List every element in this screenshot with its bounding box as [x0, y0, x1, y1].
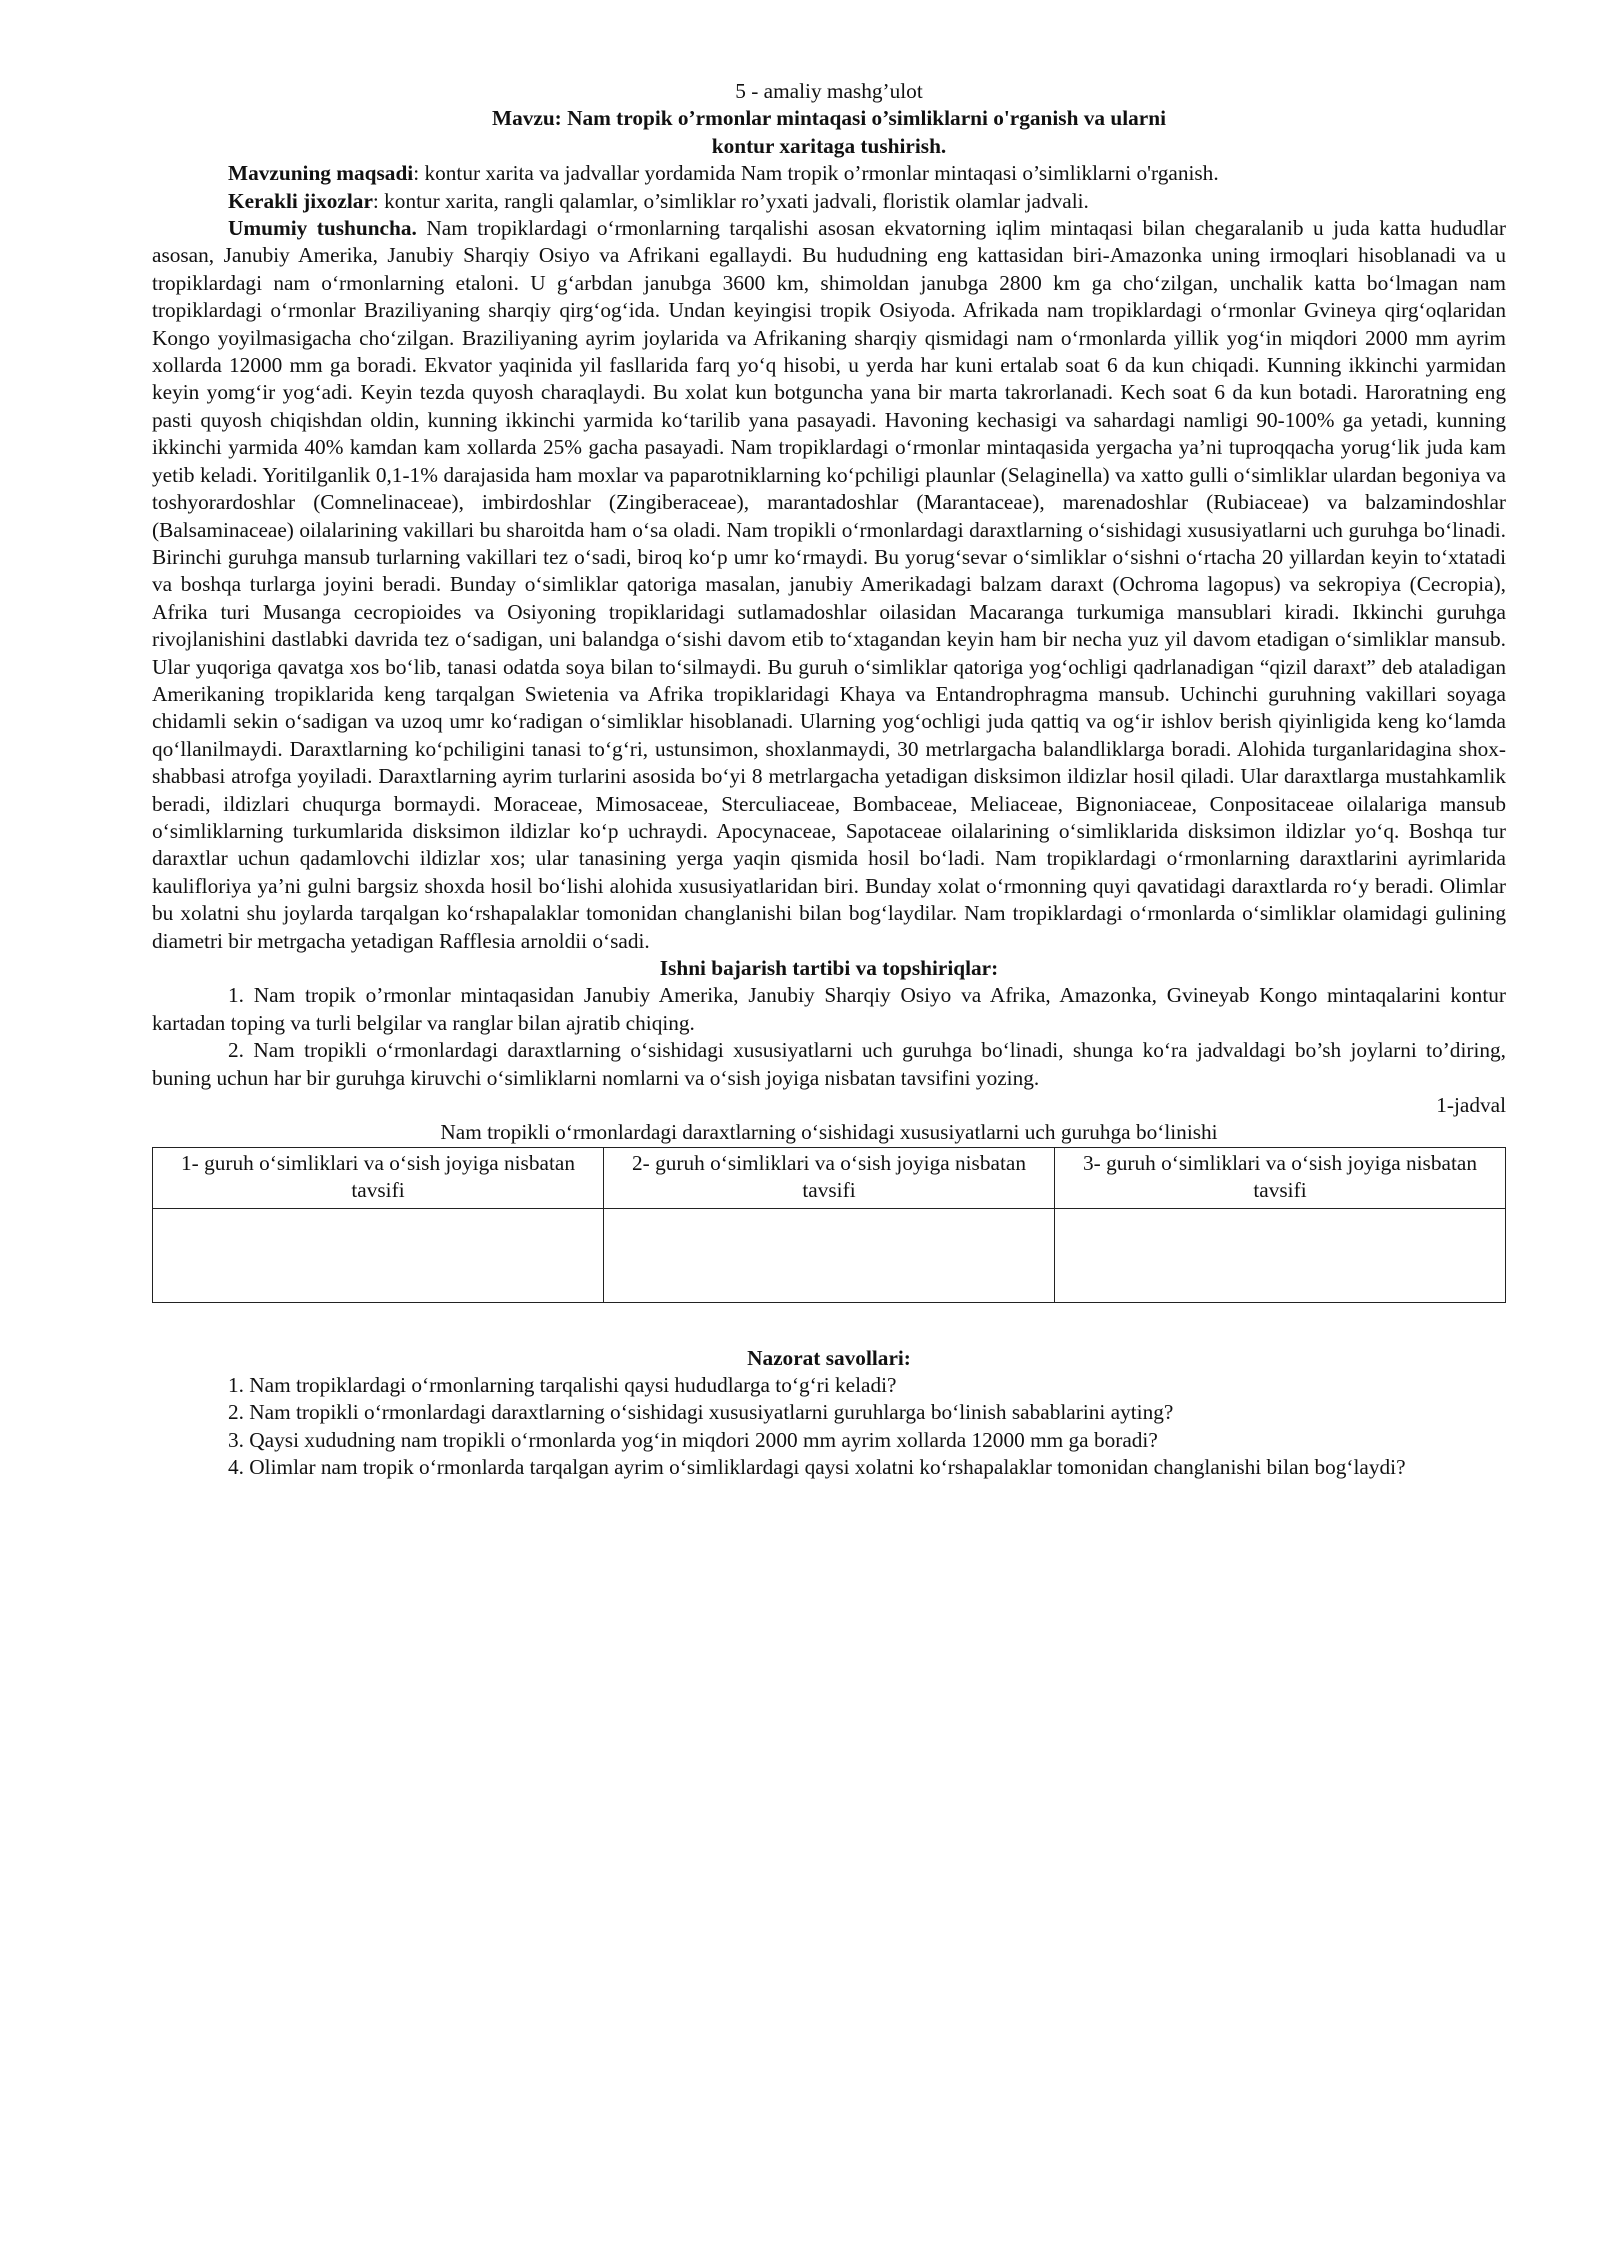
tools-label: Kerakli jixozlar	[228, 188, 373, 213]
table-header-cell: 3- guruh o‘simliklari va o‘sish joyiga nisbatan tavsifi	[1055, 1147, 1506, 1208]
table-number: 1-jadval	[1436, 1093, 1506, 1118]
concept-text: Nam tropiklardagi o‘rmonlarning tarqalishi asosan ekvatorning iqlim mintaqasi bilan chegaralanib u juda katta hududlar asosan, Janubiy Amerika, Janubiy Sharqiy Osiyo va Afrikani egallaydi. Bu hududning eng kattasidan biri-Amazonka uning irmoqlari hisoblanadi va u tropiklardagi nam o‘rmonlarning etaloni. U g‘arbdan janubga 3600 km, shimoldan janubga 2800 km ga cho‘zilgan, unchalik katta bo‘lmagan nam tropiklardagi o‘rmonlar Braziliyaning sharqiy qirg‘og‘ida. Undan keyingisi tropik Osiyoda. Afrikada nam tropiklardagi o‘rmonlar Gvineya qirg‘oqlaridan Kongo yoyilmasigacha cho‘zilgan. Braziliyaning ayrim joylarida va Afrikaning sharqiy qismidagi nam o‘rmonlarda yillik yog‘in miqdori 2000 mm ayrim xollarda 12000 mm ga boradi. Ekvator yaqinida yil fasllarida farq yo‘q hisobi, u yerda har kuni ertalab soat 6 da kun chiqadi. Kunning ikkinchi yarmidan keyin yomg‘ir yog‘adi. Keyin tezda quyosh charaqlaydi. Bu xolat kun botguncha yana bir marta takrorlanadi. Kech soat 6 da kun botadi. Haroratning eng pasti quyosh chiqishdan oldin, kunning ikkinchi yarmida ko‘tarilib yana pasayadi. Havoning kechasigi va sahardagi namligi 90-100% ga yetadi, kunning ikkinchi yarmida 40% kamdan kam xollarda 25% gacha pasayadi. Nam tropiklardagi o‘rmonlar mintaqasida yergacha ya’ni tuproqqacha yorug‘lik juda kam yetib keladi. Yoritilganlik 0,1-1% darajasida ham moxlar va paparotniklarning ko‘pchiligi plaunlar (Selaginella) va xatto gulli o‘simliklar ulardan begoniya va toshyorardoshlar (Comnelinaceae), imbirdoshlar (Zingiberaceae), marantadoshlar (Marantaceae), marenadoshlar (Rubiaceae) va balzamindoshlar (Balsaminaceae) oilalarining vakillari bu sharoitda ham o‘sa oladi. Nam tropikli o‘rmonlardagi daraxtlarning o‘sishidagi xususiyatlarni uch guruhga bo‘linadi. Birinchi guruhga mansub turlarning vakillari tez o‘sadi, biroq ko‘p umr ko‘rmaydi. Bu yorug‘sevar o‘simliklar o‘sishni o‘rtacha 20 yillardan keyin to‘xtatadi va boshqa turlarga joyini beradi. Bunday o‘simliklar qatoriga masalan, janubiy Amerikadagi balzam daraxt (Ochroma lagopus) va sekropiya (Cecropia), Afrika turi Musanga cecropioides va Osiyoning tropiklaridagi sutlamadoshlar oilasidan Macaranga turkumiga mansublari kiradi. Ikkinchi guruhga rivojlanishini dastlabki davrida tez o‘sadigan, uni balandga o‘sishi davom etib to‘xtagandan keyin ham bir necha yuz yil davom etadigan o‘simliklar mansub. Ular yuqoriga qavatga xos bo‘lib, tanasi odatda soya bilan to‘silmaydi. Bu guruh o‘simliklar qatoriga yog‘ochligi qadrlanadigan “qizil daraxt” deb ataladigan Amerikaning tropiklarida keng tarqalgan Swietenia va Afrika tropiklaridagi Khaya va Entandrophragma mansub. Uchinchi guruhning vakillari soyaga chidamli sekin o‘sadigan va uzoq umr ko‘radigan o‘simliklar hisoblanadi. Ularning yog‘ochligi juda qattiq va og‘ir ishlov berish qiyinligida keng ko‘lamda qo‘llanilmaydi. Daraxtlarning ko‘pchiligini tanasi to‘g‘ri, ustunsimon, shoxlanmaydi, 30 metrlargacha balandliklarga boradi. Alohida turganlaridagina shox-shabbasi atrofga yoyiladi. Daraxtlarning ayrim turlarini asosida bo‘yi 8 metrlargacha yetadigan disksimon ildizlar hosil qiladi. Ular daraxtlarga mustahkamlik beradi, ildizlari chuqurga bormaydi. Moraceae, Mimosaceae, Sterculiaceae, Bombaceae, Meliaceae, Bignoniaceae, Conpositaceae oilalariga mansub o‘simliklarning turkumlarida disksimon ildizlar ko‘p uchraydi. Apocynaceae, Sapotaceae oilalarining o‘simliklarida disksimon ildizlar yo‘q. Boshqa tur daraxtlar uchun qadamlovchi ildizlar xos; ular tanasining yerga yaqin qismida hosil bo‘ladi. Nam tropiklardagi o‘rmonlarning daraxtlarini ayrimlarida kaulifloriya ya’ni gulni bargsiz shoxda hosil bo‘lishi alohida xususiyatlaridan biri. Bunday xolat o‘rmonning quyi qavatidagi daraxtlarda ro‘y beradi. Olimlar bu xolatni shu joylarda tarqalgan ko‘rshapalaklar tomonidan changlanishi bilan bog‘laydilar. Nam tropiklardagi o‘rmonlarda o‘simliklar olamidagi gulining diametri bir metrgacha yetadigan Rafflesia arnoldii o‘sadi.	[152, 216, 1507, 953]
goal-label: Mavzuning maqsadi	[228, 161, 414, 186]
goal-text: : kontur xarita va jadvallar yordamida Nam tropik o’rmonlar mintaqasi o’simliklarni o'rganish.	[413, 161, 1219, 186]
tools-text: : kontur xarita, rangli qalamlar, o’simliklar ro’yxati jadvali, floristik olamlar jadvali.	[372, 188, 1089, 213]
empty-answer-cell[interactable]	[153, 1208, 604, 1302]
spacer	[152, 1303, 1506, 1345]
tools-paragraph	[152, 188, 1506, 215]
task-item: 1. Nam tropik o’rmonlar mintaqasidan Janubiy Amerika, Janubiy Sharqiy Osiyo va Afrika, Amazonka, Gvineyab Kongo mintaqalarini kontur kartadan toping va turli belgilar va ranglar bilan ajratib chiqing.	[152, 983, 1506, 1035]
table-header-cell: 2- guruh o‘simliklari va o‘sish joyiga nisbatan tavsifi	[604, 1147, 1055, 1208]
practical-number: 5 - amaliy mashg’ulot	[735, 79, 923, 103]
control-question: 1. Nam tropiklardagi o‘rmonlarning tarqalishi qaysi hududlarga to‘g‘ri keladi?	[228, 1373, 897, 1398]
tasks-heading: Ishni bajarish tartibi va topshiriqlar:	[659, 956, 999, 980]
concept-label: Umumiy tushuncha.	[228, 216, 417, 241]
control-question: 2. Nam tropikli o‘rmonlardagi daraxtlarning o‘sishidagi xususiyatlarni guruhlarga bo‘linish sabablarini ayting?	[228, 1400, 1174, 1425]
topic-title-line1: Mavzu: Nam tropik o’rmonlar mintaqasi o’simliklarni o'rganish va ularni	[491, 106, 1167, 131]
task-item: 2. Nam tropikli o‘rmonlardagi daraxtlarning o‘sishidagi xususiyatlarni uch guruhga bo‘linadi, shunga ko‘ra jadvaldagi bo’sh joylarni to’diring, buning uchun har bir guruhga kiruvchi o‘simliklarni nomlarni va o‘sish joyiga nisbatan tavsifini yozing.	[152, 1038, 1506, 1090]
table-header-cell: 1- guruh o‘simliklari va o‘sish joyiga nisbatan tavsifi	[153, 1147, 604, 1208]
topic-title-line2: kontur xaritaga tushirish.	[711, 133, 947, 158]
table-row	[153, 1208, 1506, 1302]
table-header-row	[153, 1147, 1506, 1208]
control-question: 4. Olimlar nam tropik o‘rmonlarda tarqalgan ayrim o‘simliklardagi qaysi xolatni ko‘rshapalaklar tomonidan changlanishi bilan bog‘laydi?	[228, 1455, 1406, 1480]
groups-table	[152, 1147, 1506, 1303]
goal-paragraph	[152, 160, 1506, 187]
control-question: 3. Qaysi xududning nam tropikli o‘rmonlarda yog‘in miqdori 2000 mm ayrim xollarda 12000 mm ga boradi?	[228, 1427, 1158, 1452]
concept-paragraph	[152, 215, 1506, 955]
control-heading: Nazorat savollari:	[747, 1345, 911, 1370]
empty-answer-cell[interactable]	[1055, 1208, 1506, 1302]
empty-answer-cell[interactable]	[604, 1208, 1055, 1302]
table-caption: Nam tropikli o‘rmonlardagi daraxtlarning o‘sishidagi xususiyatlarni uch guruhga bo‘linishi	[440, 1120, 1218, 1145]
